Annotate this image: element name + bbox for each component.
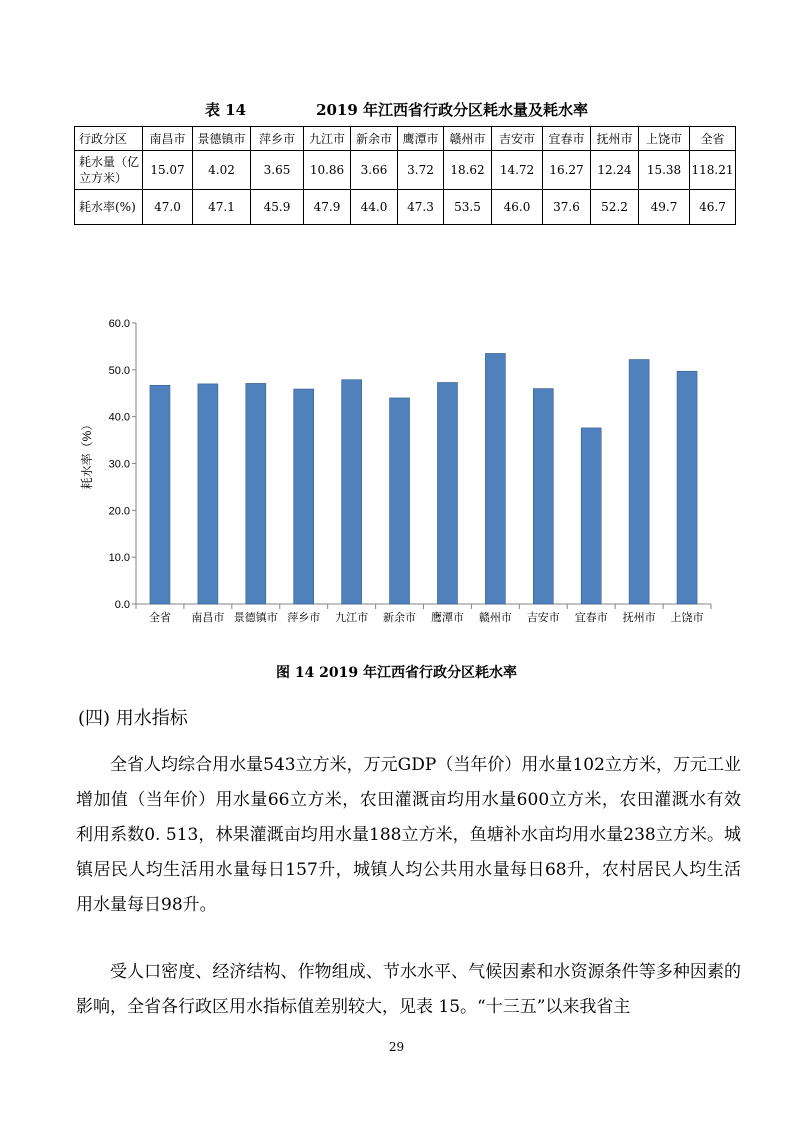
table-cell: 37.6 (543, 190, 591, 225)
table-cell: 14.72 (492, 151, 543, 190)
header-cell: 鹰潭市 (398, 127, 444, 151)
bar (437, 382, 457, 604)
header-cell: 景德镇市 (193, 127, 251, 151)
header-cell: 赣州市 (444, 127, 492, 151)
x-tick-label: 赣州市 (478, 612, 512, 624)
table-cell: 49.7 (639, 190, 690, 225)
table-cell: 3.65 (251, 151, 304, 190)
bar (629, 360, 649, 604)
table-row (75, 151, 736, 190)
bar (677, 371, 697, 604)
header-cell: 上饶市 (639, 127, 690, 151)
table-cell: 47.9 (304, 190, 351, 225)
bar (150, 385, 170, 604)
row-label: 耗水量（亿立方米） (75, 151, 143, 190)
x-tick-label: 九江市 (335, 612, 369, 624)
table-row (75, 190, 736, 225)
table-cell: 53.5 (444, 190, 492, 225)
header-cell: 宜春市 (543, 127, 591, 151)
header-cell: 全省 (690, 127, 736, 151)
x-tick-label: 景德镇市 (233, 612, 278, 624)
y-tick-label: 0.0 (114, 599, 130, 611)
header-cell: 抚州市 (591, 127, 639, 151)
table-cell: 47.1 (193, 190, 251, 225)
y-tick-label: 40.0 (108, 411, 130, 424)
x-tick-label: 萍乡市 (287, 612, 321, 624)
consumption-table (74, 126, 736, 225)
table-cell: 15.07 (143, 151, 193, 190)
table-cell: 15.38 (639, 151, 690, 190)
table-title (0, 98, 793, 122)
y-tick-label: 60.0 (108, 318, 130, 330)
y-tick-label: 10.0 (108, 552, 130, 565)
table-cell: 18.62 (444, 151, 492, 190)
section-heading: (四) 用水指标 (78, 708, 188, 729)
table-cell: 3.72 (398, 151, 444, 190)
x-tick-label: 全省 (148, 612, 171, 624)
y-tick-label: 50.0 (108, 364, 130, 377)
page-number: 29 (388, 1040, 405, 1054)
table-cell: 44.0 (351, 190, 398, 225)
y-tick-label: 20.0 (108, 505, 130, 518)
bar (390, 398, 410, 604)
y-axis-label: 耗水率（%） (80, 418, 94, 490)
x-tick-label: 新余市 (383, 612, 417, 624)
paragraph: 全省人均综合用水量543立方米，万元GDP（当年价）用水量102立方米，万元工业增加值（当年价）用水量66立方米，农田灌溉亩均用水量600立方米，农田灌溉水有效利用系数0. 513，林果灌溉亩均用水量188立方米，鱼塘补水亩均用水量238立方米。城镇居民人均生活用水量每日157升，城镇人均公共用水量每日68升，农村居民人均生活用水量每日98升。 (76, 755, 741, 915)
table-header-row (75, 127, 736, 151)
table-cell: 47.0 (143, 190, 193, 225)
table-cell: 10.86 (304, 151, 351, 190)
table-cell: 16.27 (543, 151, 591, 190)
x-tick-label: 吉安市 (526, 612, 560, 624)
chart-bars (150, 353, 697, 604)
header-cell: 新余市 (351, 127, 398, 151)
table-number: 表 14 (204, 101, 247, 119)
x-tick-label: 上饶市 (670, 612, 704, 624)
consumption-rate-chart (75, 308, 725, 633)
row-label: 耗水率(%) (75, 190, 143, 225)
header-cell: 九江市 (304, 127, 351, 151)
bar (294, 389, 314, 604)
table-cell: 118.21 (690, 151, 736, 190)
table-cell: 4.02 (193, 151, 251, 190)
table-cell: 46.0 (492, 190, 543, 225)
chart-axes (136, 323, 711, 604)
header-cell: 行政分区 (75, 127, 143, 151)
bar (342, 380, 362, 604)
x-tick-label: 抚州市 (622, 612, 656, 624)
figure-caption: 图 14 2019 年江西省行政分区耗水率 (275, 665, 518, 681)
bar (533, 389, 553, 604)
x-tick-label: 南昌市 (191, 612, 225, 624)
header-cell: 吉安市 (492, 127, 543, 151)
table-cell: 46.7 (690, 190, 736, 225)
bar (485, 353, 505, 604)
y-tick-label: 30.0 (108, 458, 130, 471)
paragraph: 受人口密度、经济结构、作物组成、节水水平、气候因素和水资源条件等多种因素的影响，全省各行政区用水指标值差别较大，见表 15。“十三五”以来我省主 (76, 962, 741, 1017)
table-title-text: 2019 年江西省行政分区耗水量及耗水率 (316, 101, 589, 119)
bar (581, 428, 601, 604)
header-cell: 萍乡市 (251, 127, 304, 151)
table-cell: 45.9 (251, 190, 304, 225)
x-tick-label: 鹰潭市 (430, 612, 464, 624)
bar (198, 384, 218, 604)
table-cell: 3.66 (351, 151, 398, 190)
table-cell: 52.2 (591, 190, 639, 225)
header-cell: 南昌市 (143, 127, 193, 151)
table-cell: 47.3 (398, 190, 444, 225)
x-tick-label: 宜春市 (574, 612, 608, 624)
bar (246, 383, 266, 604)
table-cell: 12.24 (591, 151, 639, 190)
